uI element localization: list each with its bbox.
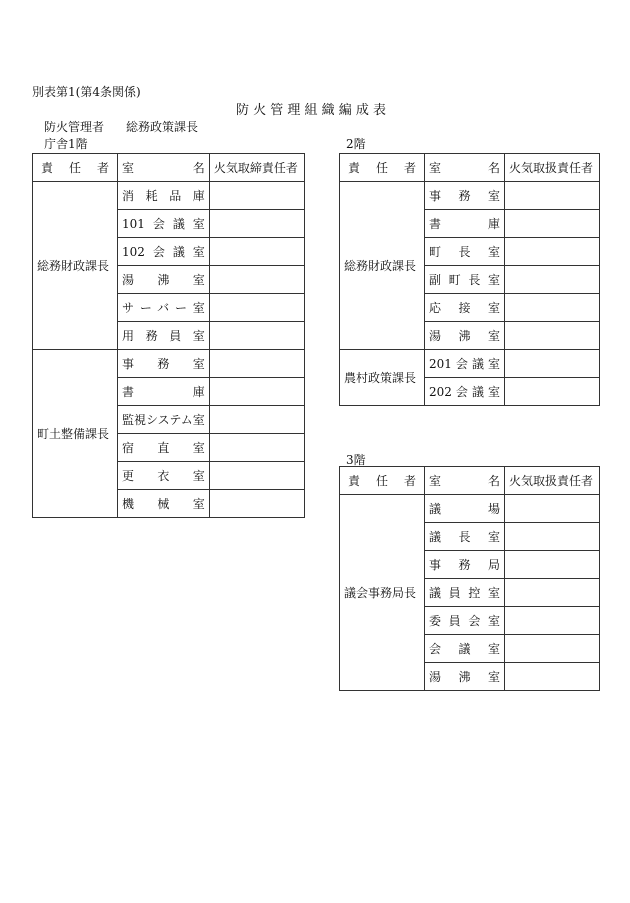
- room-name: 議 場: [425, 495, 505, 523]
- document-title: 防 火 管 理 組 織 編 成 表: [236, 103, 387, 118]
- room-name: サーバー室: [118, 294, 210, 322]
- table-header-row: [340, 467, 600, 495]
- table-row: [33, 350, 305, 378]
- responsible-person: 議会事務局長: [340, 495, 425, 691]
- room-name: 101会議室: [118, 210, 210, 238]
- room-name: 宿 直 室: [118, 434, 210, 462]
- fire-officer-cell: [209, 434, 304, 462]
- header-fire-officer: 火気取扱責任者: [505, 467, 600, 495]
- header-fire-officer: 火気取締責任者: [209, 154, 304, 182]
- floor2-label: 2階: [346, 137, 366, 151]
- table-header-row: [340, 154, 600, 182]
- fire-officer-cell: [505, 378, 600, 406]
- document-reference: 別表第1(第4条関係): [32, 85, 141, 99]
- fire-officer-cell: [505, 322, 600, 350]
- room-name: 事 務 室: [118, 350, 210, 378]
- responsible-person: 町土整備課長: [33, 350, 118, 518]
- fire-officer-cell: [505, 294, 600, 322]
- fire-officer-cell: [505, 663, 600, 691]
- responsible-person: 総務財政課長: [33, 182, 118, 350]
- fire-officer-cell: [505, 182, 600, 210]
- header-responsible: 責 任 者: [340, 467, 425, 495]
- responsible-person: 農村政策課長: [340, 350, 425, 406]
- room-name: 議 長 室: [425, 523, 505, 551]
- fire-officer-cell: [209, 406, 304, 434]
- fire-officer-cell: [505, 635, 600, 663]
- fire-officer-cell: [209, 266, 304, 294]
- fire-manager-label: 防火管理者: [44, 120, 105, 134]
- room-name: 更 衣 室: [118, 462, 210, 490]
- header-room-name: 室 名: [118, 154, 210, 182]
- floor1-table: [32, 153, 305, 518]
- fire-officer-cell: [209, 238, 304, 266]
- fire-officer-cell: [209, 378, 304, 406]
- fire-officer-cell: [209, 462, 304, 490]
- fire-officer-cell: [505, 266, 600, 294]
- fire-officer-cell: [505, 238, 600, 266]
- floor3-table: [339, 466, 600, 691]
- header-fire-officer: 火気取扱責任者: [505, 154, 600, 182]
- room-name: 湯 沸 室: [425, 663, 505, 691]
- table-row: [340, 182, 600, 210]
- room-name: 202会議室: [425, 378, 505, 406]
- table-row: [340, 350, 600, 378]
- responsible-person: 総務財政課長: [340, 182, 425, 350]
- room-name: 町 長 室: [425, 238, 505, 266]
- room-name: 会 議 室: [425, 635, 505, 663]
- header-room-name: 室 名: [425, 467, 505, 495]
- floor2-table: [339, 153, 600, 406]
- fire-officer-cell: [209, 182, 304, 210]
- room-name: 102会議室: [118, 238, 210, 266]
- fire-officer-cell: [505, 579, 600, 607]
- fire-officer-cell: [505, 607, 600, 635]
- room-name: 書 庫: [118, 378, 210, 406]
- room-name: 湯 沸 室: [425, 322, 505, 350]
- room-name: 消 耗 品 庫: [118, 182, 210, 210]
- fire-officer-cell: [209, 350, 304, 378]
- fire-officer-cell: [209, 210, 304, 238]
- room-name: 議 員 控 室: [425, 579, 505, 607]
- header-responsible: 責 任 者: [340, 154, 425, 182]
- room-name: 事 務 室: [425, 182, 505, 210]
- room-name: 201会議室: [425, 350, 505, 378]
- fire-officer-cell: [209, 294, 304, 322]
- room-name: 委 員 会 室: [425, 607, 505, 635]
- room-name: 機 械 室: [118, 490, 210, 518]
- floor1-label: 庁舎1階: [44, 137, 88, 151]
- table-header-row: [33, 154, 305, 182]
- table-row: [340, 495, 600, 523]
- fire-officer-cell: [505, 523, 600, 551]
- fire-manager-name: 総務政策課長: [126, 120, 199, 134]
- table-row: [33, 182, 305, 210]
- fire-officer-cell: [505, 210, 600, 238]
- header-room-name: 室 名: [425, 154, 505, 182]
- header-responsible: 責 任 者: [33, 154, 118, 182]
- fire-officer-cell: [505, 495, 600, 523]
- room-name: 事 務 局: [425, 551, 505, 579]
- room-name: 応 接 室: [425, 294, 505, 322]
- fire-officer-cell: [209, 322, 304, 350]
- fire-officer-cell: [505, 350, 600, 378]
- room-name: 副 町 長 室: [425, 266, 505, 294]
- room-name: 監視システム室: [118, 406, 210, 434]
- room-name: 湯 沸 室: [118, 266, 210, 294]
- fire-officer-cell: [505, 551, 600, 579]
- fire-officer-cell: [209, 490, 304, 518]
- room-name: 用 務 員 室: [118, 322, 210, 350]
- floor3-label: 3階: [346, 453, 366, 467]
- room-name: 書 庫: [425, 210, 505, 238]
